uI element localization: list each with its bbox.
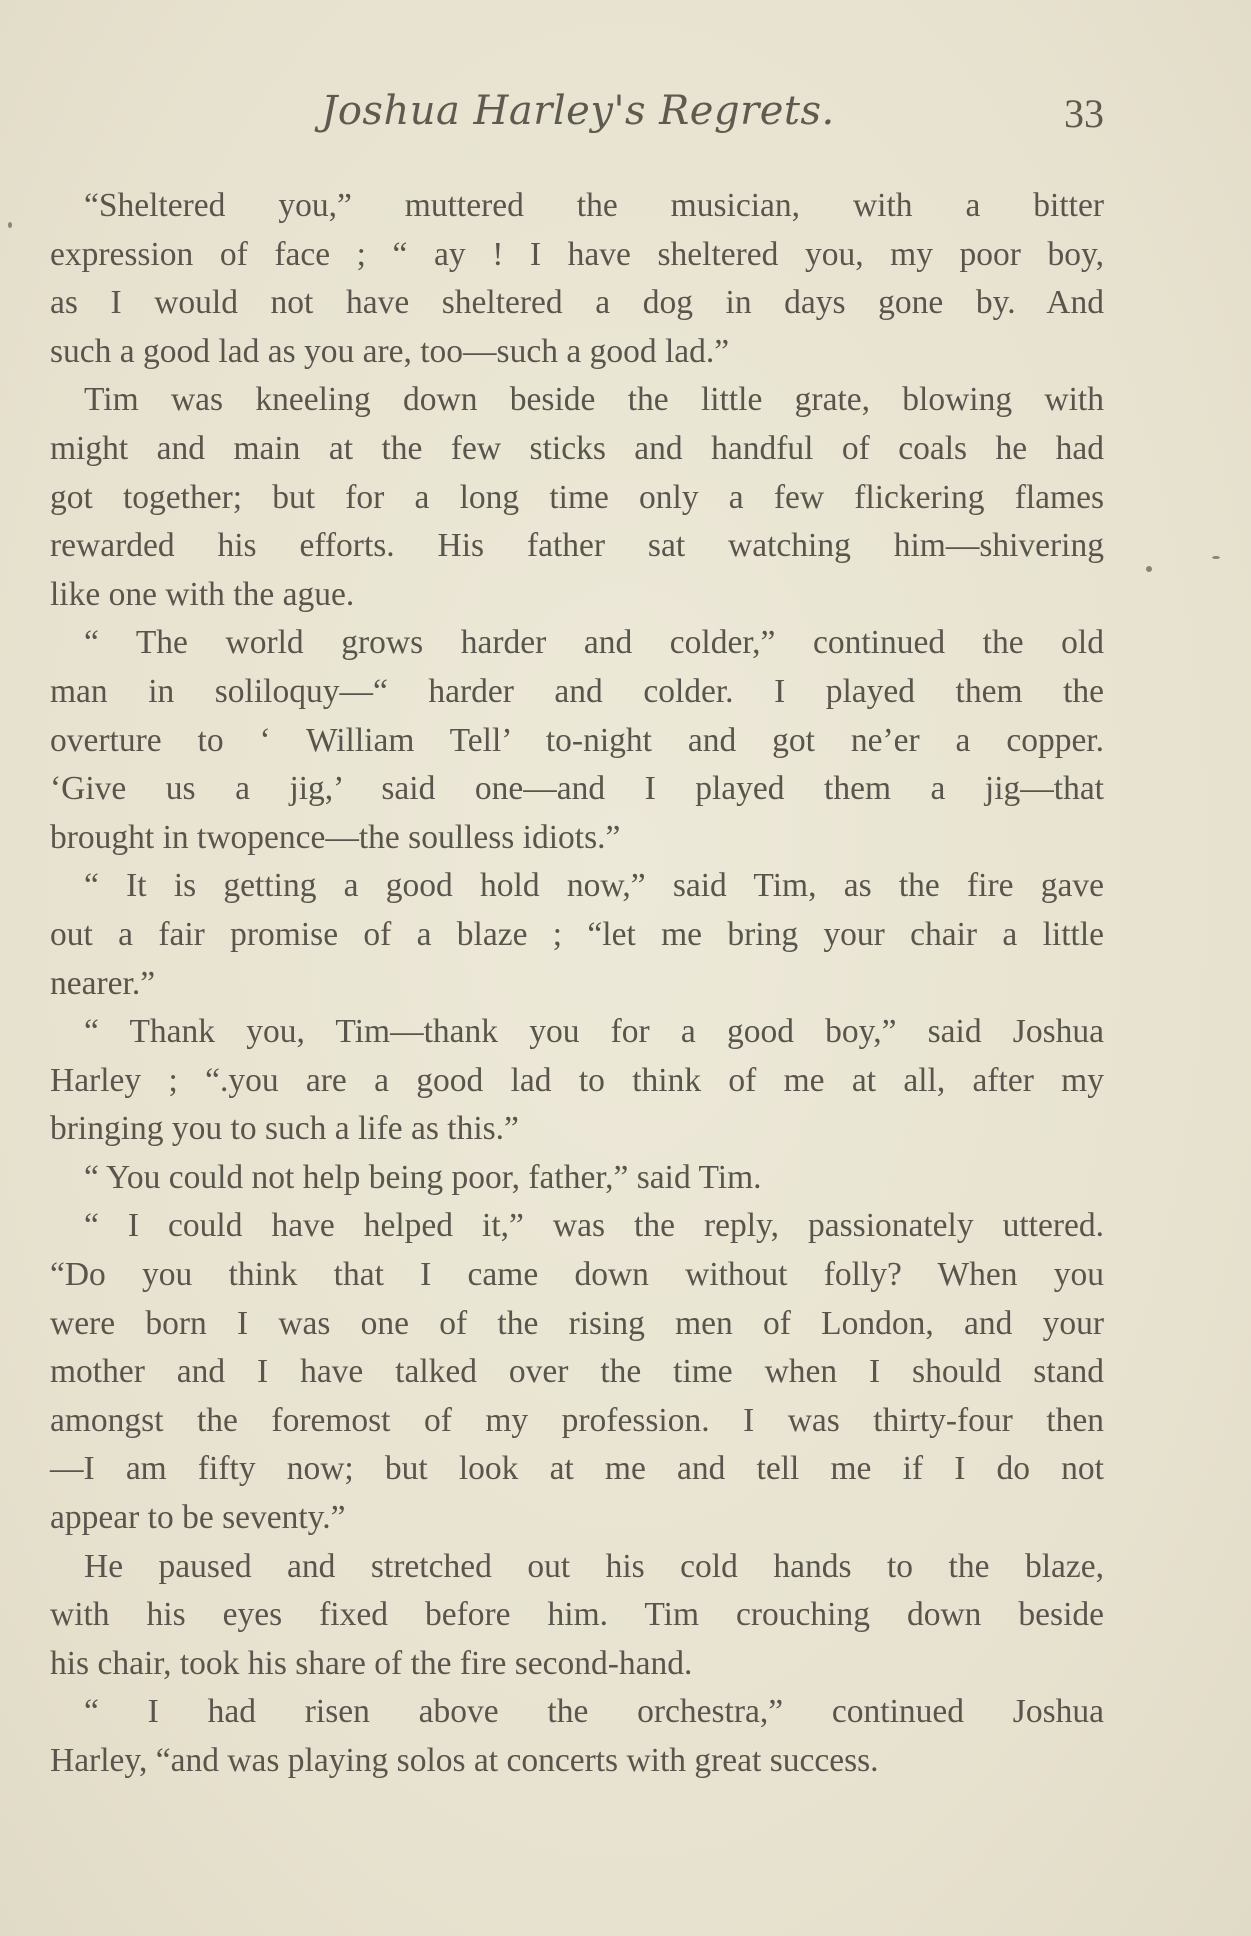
text-line: might and main at the few sticks and handful of coals he had [50, 429, 1104, 467]
text-line: brought in twopence—the soulless idiots.” [50, 818, 621, 856]
text-line: man in soliloquy—“ harder and colder. I played them the [50, 672, 1104, 710]
text-line: “ The world grows harder and colder,” continued the old [84, 624, 1104, 662]
text-line: “ Thank you, Tim—thank you for a good boy,” said Joshua [84, 1013, 1104, 1051]
text-line: “ I could have helped it,” was the reply, passionately uttered. [84, 1207, 1104, 1245]
page-number: 33 [1064, 91, 1104, 136]
running-title: Joshua Harley's Regrets. [321, 88, 835, 134]
paragraph [50, 862, 1104, 1008]
text-line: appear to be seventy.” [50, 1499, 346, 1537]
text-line: his chair, took his share of the fire second-hand. [50, 1644, 693, 1682]
text-line: nearer.” [50, 964, 156, 1002]
text-line: like one with the ague. [50, 575, 355, 613]
text-line: overture to ‘ William Tell’ to-night and got ne’er a copper. [50, 721, 1104, 759]
text-line: “ It is getting a good hold now,” said Tim, as the fire gave [84, 867, 1104, 905]
page-header [52, 88, 1104, 148]
text-line: with his eyes fixed before him. Tim crouching down beside [50, 1596, 1104, 1634]
paragraph [50, 1202, 1104, 1542]
paper-speck [8, 222, 12, 228]
paper-speck [1212, 556, 1220, 559]
text-line: bringing you to such a life as this.” [50, 1110, 519, 1148]
paragraph [50, 619, 1104, 862]
body-text [50, 182, 1104, 1786]
text-line: rewarded his efforts. His father sat watching him—shivering [50, 527, 1104, 565]
text-line: were born I was one of the rising men of London, and your [50, 1304, 1104, 1342]
paragraph [50, 1154, 1104, 1203]
text-line: as I would not have sheltered a dog in days gone by. And [50, 284, 1104, 322]
paper-speck [1146, 566, 1152, 572]
text-line: Harley, “and was playing solos at concerts with great success. [50, 1742, 879, 1779]
text-line: out a fair promise of a blaze ; “let me bring your chair a little [50, 915, 1104, 953]
text-line: ‘Give us a jig,’ said one—and I played them a jig—that [50, 770, 1104, 808]
text-line: “Do you think that I came down without folly? When you [50, 1256, 1104, 1294]
text-line: expression of face ; “ ay ! I have sheltered you, my poor boy, [50, 235, 1104, 273]
text-line: “Sheltered you,” muttered the musician, with a bitter [84, 187, 1104, 224]
text-line: Tim was kneeling down beside the little grate, blowing with [84, 381, 1104, 419]
paragraph [50, 1008, 1104, 1154]
text-line: mother and I have talked over the time when I should stand [50, 1353, 1104, 1391]
text-line: “ I had risen above the orchestra,” continued Joshua [84, 1693, 1104, 1731]
paragraph [50, 1543, 1104, 1689]
text-line: Harley ; “.you are a good lad to think of me at all, after my [50, 1061, 1104, 1099]
text-line: He paused and stretched out his cold hands to the blaze, [84, 1547, 1104, 1585]
text-line: got together; but for a long time only a few flickering flames [50, 478, 1104, 516]
text-line: such a good lad as you are, too—such a good lad.” [50, 332, 730, 370]
paragraph [50, 182, 1104, 376]
text-line: “ You could not help being poor, father,” said Tim. [84, 1158, 762, 1196]
text-line: —I am fifty now; but look at me and tell me if I do not [50, 1450, 1104, 1488]
paragraph [50, 1688, 1104, 1785]
paragraph [50, 376, 1104, 619]
text-line: amongst the foremost of my profession. I was thirty-four then [50, 1401, 1104, 1439]
